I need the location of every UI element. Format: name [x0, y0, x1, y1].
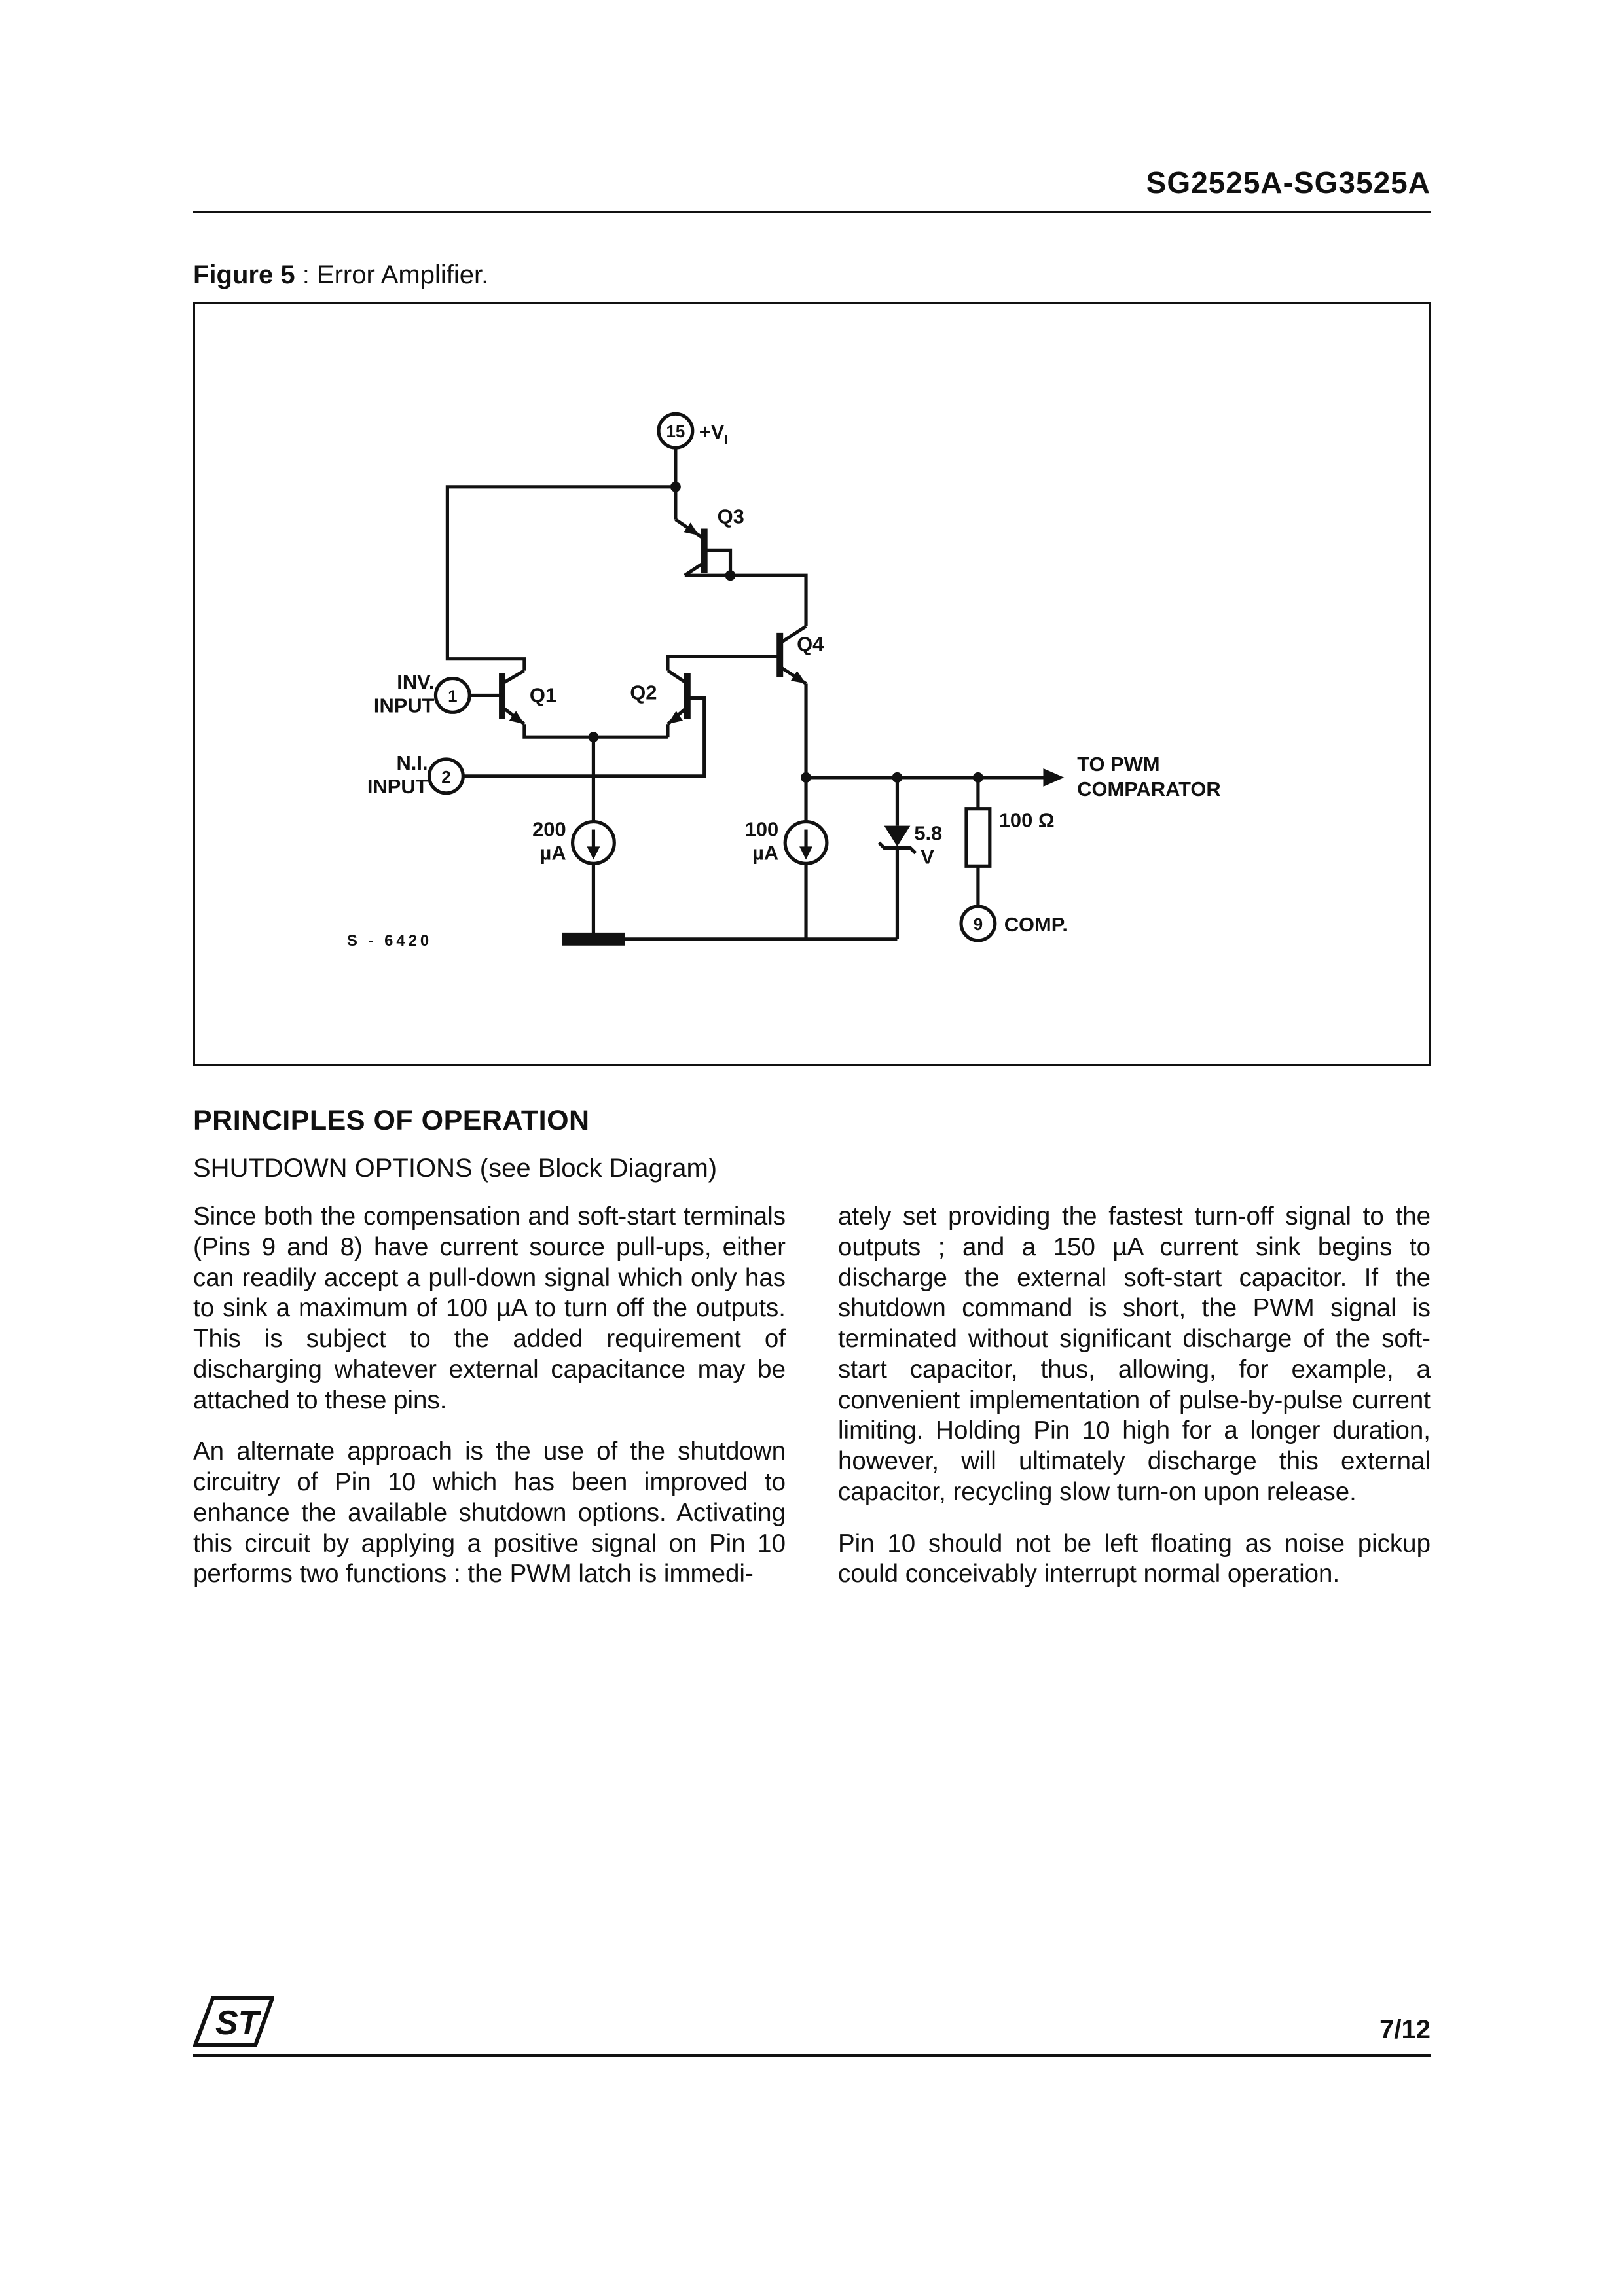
q3-label: Q3 — [717, 505, 744, 528]
document-title: SG2525A-SG3525A — [193, 165, 1431, 213]
resistor — [966, 809, 990, 867]
comp-label: COMP. — [1004, 912, 1068, 936]
current-100ua-value: 100 — [744, 817, 779, 841]
figure-caption — [193, 260, 488, 290]
pin-1-number: 1 — [448, 687, 458, 706]
q3-emitter-arrow — [684, 522, 699, 535]
left-rail-wire — [447, 487, 675, 671]
current-200ua-value: 200 — [532, 817, 566, 841]
pin-9-number: 9 — [973, 915, 983, 934]
q1-label: Q1 — [529, 683, 557, 707]
current-200ua-unit: µA — [539, 841, 566, 865]
output-label-line2: COMPARATOR — [1077, 777, 1221, 800]
junction-dot — [725, 570, 736, 581]
zener-diode — [884, 826, 911, 847]
paragraph: An alternate approach is the use of the shutdown circuitry of Pin 10 which has been improved to enhance the available shutdown options. Activating this circuit by applying a positive signal on Pin 10 performs two functions : the PWM latch is immedi- — [193, 1437, 786, 1588]
page-footer — [193, 1995, 1431, 2057]
st-logo — [193, 1995, 274, 2049]
resistor-value: 100 Ω — [998, 808, 1055, 832]
schematic-wiring — [429, 414, 1046, 941]
junction-dot — [670, 482, 681, 492]
paragraph: ately set providing the fastest turn-off signal to the outputs ; and a 150 µA current sink begins to discharge the external soft-start capacitor. If the shutdown command is short, the PWM signal is terminated without significant discharge of the soft-start capacitor, thus, allowing, for example, a convenient implementation of pulse-by-pulse current limiting. Holding Pin 10 high for a longer duration, however, will ultimately discharge this external capacitor, recycling slow turn-on upon release. — [838, 1202, 1431, 1506]
supply-label: $+V_I$ — [699, 420, 728, 448]
junction-dot — [973, 772, 983, 783]
figure-frame — [193, 302, 1431, 1066]
q3-base-tie-wire — [704, 550, 731, 575]
body-columns — [193, 1202, 1431, 1590]
q2-label: Q2 — [630, 681, 657, 704]
paragraph: Since both the compensation and soft-start terminals (Pins 9 and 8) have current source pull-ups, either can readily accept a pull-down signal which only has to sink a maximum of 100 µA to turn off the outputs. This is subject to the added requirement of discharging whatever external capacitance may be attached to these pins. — [193, 1202, 786, 1414]
inv-input-label-line1: INV. — [397, 670, 435, 694]
body-column-left — [193, 1202, 786, 1590]
zener-value: 5.8 — [914, 821, 943, 845]
q4-emitter-arrow — [791, 671, 806, 684]
q4-label: Q4 — [797, 632, 824, 656]
schematic-reference: S - 6420 — [347, 931, 433, 950]
pin-15-number: 15 — [666, 423, 685, 442]
current-source-200ua-arrow — [587, 846, 600, 859]
paragraph: Pin 10 should not be left floating as noise pickup could conceivably interrupt normal operation. — [838, 1529, 1431, 1588]
current-source-100ua-arrow — [799, 846, 812, 859]
error-amplifier-schematic — [195, 304, 1429, 1064]
current-100ua-unit: µA — [752, 841, 779, 865]
junction-dot — [801, 772, 811, 783]
page-number: 7/12 — [1379, 2015, 1431, 2044]
figure-caption-label: Figure 5 — [193, 260, 295, 289]
section-subtitle: SHUTDOWN OPTIONS (see Block Diagram) — [193, 1154, 718, 1183]
inv-input-label-line2: INPUT — [373, 694, 435, 717]
pin-2-number: 2 — [441, 768, 451, 787]
output-label-line1: TO PWM — [1077, 752, 1160, 776]
ni-input-label-line1: N.I. — [396, 751, 428, 774]
q2-to-q4-wire — [668, 656, 780, 671]
q1-collector — [502, 671, 524, 684]
junction-dot — [892, 772, 902, 783]
st-logo-text: ST — [215, 2004, 259, 2042]
junction-dot — [588, 732, 598, 742]
ni-input-label-line2: INPUT — [367, 774, 428, 798]
figure-caption-text: : Error Amplifier. — [295, 260, 489, 289]
section-title: PRINCIPLES OF OPERATION — [193, 1105, 590, 1136]
q3-collector-wire — [685, 575, 806, 626]
principles-section — [193, 1105, 1431, 1590]
body-column-right — [838, 1202, 1431, 1590]
zener-unit: V — [921, 845, 934, 869]
output-arrow — [1043, 768, 1064, 787]
